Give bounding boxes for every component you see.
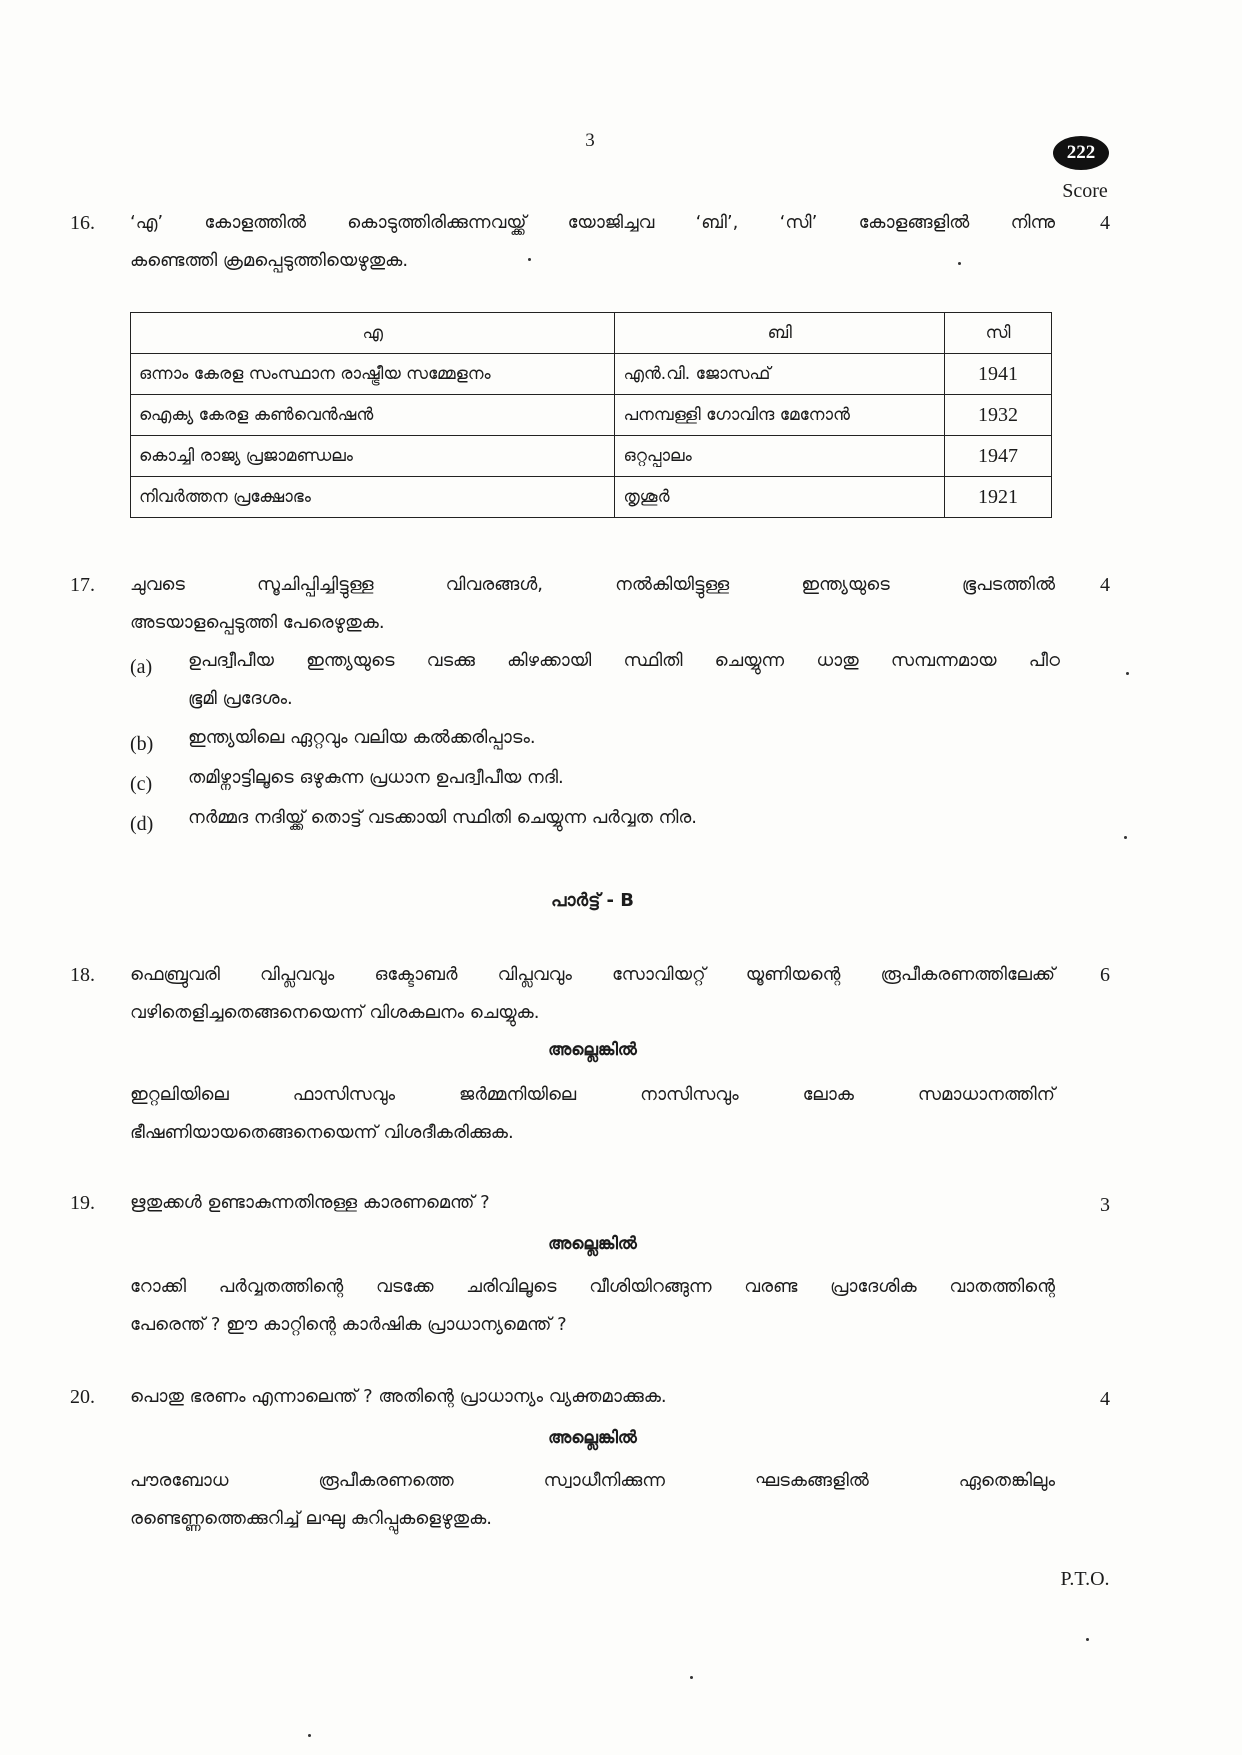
column-header-a: എ	[131, 313, 615, 354]
table-cell: 1947	[945, 436, 1052, 477]
scan-speck	[528, 258, 531, 261]
table-row	[131, 477, 1052, 518]
table-cell: ഐക്യ കേരള കൺവെൻഷൻ	[131, 395, 615, 436]
table-row	[131, 354, 1052, 395]
scan-speck	[308, 1734, 311, 1737]
table-cell: കൊച്ചി രാജ്യ പ്രജാമണ്ഡലം	[131, 436, 615, 477]
alternative-question-text	[130, 1268, 1055, 1344]
alternative-question-text	[130, 1462, 1055, 1538]
scan-speck	[1126, 672, 1129, 675]
sub-text	[188, 759, 1060, 797]
scan-speck	[1124, 836, 1127, 839]
question-line: ഇറ്റലിയിലെ ഫാസിസവും ജർമ്മനിയിലെ നാസിസവും ലോക സമാധാനത്തിന്	[130, 1084, 1055, 1105]
alternative-question-text	[130, 1076, 1055, 1152]
question-text	[130, 1378, 1055, 1416]
sub-line: ഉപദ്വീപീയ ഇന്ത്യയുടെ വടക്കു കിഴക്കായി സ്ഥിതി ചെയ്യുന്ന ധാതു സമ്പന്നമായ പീഠ	[188, 650, 1060, 671]
or-label: അല്ലെങ്കിൽ	[548, 1234, 637, 1254]
sub-text	[188, 642, 1060, 718]
question-line: പൗരബോധ രൂപീകരണത്തെ സ്വാധീനിക്കുന്ന ഘടകങ്ങളിൽ ഏതെങ്കിലും	[130, 1470, 1055, 1491]
table-cell: 1921	[945, 477, 1052, 518]
sub-label: (a)	[130, 656, 153, 678]
sub-text	[188, 799, 1060, 837]
page-turn-over-note: P.T.O.	[1060, 1568, 1110, 1590]
question-line: പേരെന്ത് ? ഈ കാറ്റിന്റെ കാർഷിക പ്രാധാന്യമെന്ത് ?	[130, 1314, 567, 1335]
question-text	[130, 1184, 1055, 1222]
table-cell: പനമ്പള്ളി ഗോവിന്ദ മേനോൻ	[615, 395, 945, 436]
question-line: റോക്കി പർവ്വതത്തിന്റെ വടക്കേ ചരിവിലൂടെ വീശിയിറങ്ങുന്ന വരണ്ട പ്രാദേശിക വാതത്തിന്റെ	[130, 1276, 1055, 1297]
scan-speck	[690, 1676, 693, 1679]
question-number: 20.	[70, 1386, 95, 1408]
section-heading: പാർട്ട് - B	[551, 890, 634, 911]
table-cell: തൃശൂർ	[615, 477, 945, 518]
question-text	[130, 566, 1055, 642]
question-line: കണ്ടെത്തി ക്രമപ്പെടുത്തിയെഴുതുക.	[130, 250, 409, 271]
page-number: 3	[585, 130, 595, 151]
sub-text	[188, 719, 1060, 757]
question-line: അടയാളപ്പെടുത്തി പേരെഴുതുക.	[130, 612, 385, 633]
or-label: അല്ലെങ്കിൽ	[548, 1428, 637, 1448]
score-column-heading: Score	[1062, 180, 1108, 202]
or-label: അല്ലെങ്കിൽ	[548, 1040, 637, 1060]
question-number: 16.	[70, 212, 95, 234]
column-header-c: സി	[945, 313, 1052, 354]
table-cell: 1941	[945, 354, 1052, 395]
table-row	[131, 436, 1052, 477]
question-text	[130, 956, 1055, 1032]
question-score: 3	[1100, 1194, 1110, 1216]
table-cell: ഒന്നാം കേരള സംസ്ഥാന രാഷ്ട്രീയ സമ്മേളനം	[131, 354, 615, 395]
question-text	[130, 204, 1055, 280]
sub-label: (b)	[130, 733, 154, 755]
question-number: 17.	[70, 574, 95, 596]
sub-label: (c)	[130, 773, 153, 795]
table-cell: 1932	[945, 395, 1052, 436]
table-row	[131, 395, 1052, 436]
column-header-b: ബി	[615, 313, 945, 354]
question-score: 6	[1100, 964, 1110, 986]
question-score: 4	[1100, 574, 1110, 596]
sub-label: (d)	[130, 813, 154, 835]
table-cell: എൻ.വി. ജോസഫ്	[615, 354, 945, 395]
question-score: 4	[1100, 1388, 1110, 1410]
sub-line: നർമ്മദ നദിയ്ക്ക് തൊട്ട് വടക്കായി സ്ഥിതി ചെയ്യുന്ന പർവ്വത നിര.	[188, 807, 697, 828]
question-line: ഭീഷണിയായതെങ്ങനെയെന്ന് വിശദീകരിക്കുക.	[130, 1122, 514, 1143]
paper-code-badge: 222	[1053, 136, 1109, 170]
sub-line: ഭൂമി പ്രദേശം.	[188, 688, 293, 709]
question-line: വഴിതെളിച്ചതെങ്ങനെയെന്ന് വിശകലനം ചെയ്യുക.	[130, 1002, 540, 1023]
question-number: 18.	[70, 964, 95, 986]
sub-line: തമിഴ്നാട്ടിലൂടെ ഒഴുകുന്ന പ്രധാന ഉപദ്വീപീയ നദി.	[188, 767, 564, 788]
question-score: 4	[1100, 212, 1110, 234]
scan-speck	[958, 262, 961, 265]
table-cell: ഒറ്റപ്പാലം	[615, 436, 945, 477]
question-number: 19.	[70, 1192, 95, 1214]
table-header-row	[131, 313, 1052, 354]
question-line: ചുവടെ സൂചിപ്പിച്ചിട്ടുള്ള വിവരങ്ങൾ, നൽകിയിട്ടുള്ള ഇന്ത്യയുടെ ഭൂപടത്തിൽ	[130, 574, 1055, 595]
question-line: രണ്ടെണ്ണത്തെക്കുറിച്ച് ലഘു കുറിപ്പുകളെഴുതുക.	[130, 1508, 493, 1529]
match-table	[130, 312, 1052, 518]
scan-speck	[1086, 1638, 1089, 1641]
question-line: ഋതുക്കൾ ഉണ്ടാകുന്നതിനുള്ള കാരണമെന്ത് ?	[130, 1192, 490, 1213]
question-line: ‘എ’ കോളത്തിൽ കൊടുത്തിരിക്കുന്നവയ്ക്ക് യോജിച്ചവ ‘ബി’, ‘സി’ കോളങ്ങളിൽ നിന്നു	[130, 212, 1055, 233]
question-line: പൊതു ഭരണം എന്നാലെന്ത് ? അതിന്റെ പ്രാധാന്യം വ്യക്തമാക്കുക.	[130, 1386, 667, 1407]
question-line: ഫെബ്രുവരി വിപ്ലവവും ഒക്ടോബർ വിപ്ലവവും സോവിയറ്റ് യൂണിയന്റെ രൂപീകരണത്തിലേക്ക്	[130, 964, 1055, 985]
table-cell: നിവർത്തന പ്രക്ഷോഭം	[131, 477, 615, 518]
sub-line: ഇന്ത്യയിലെ ഏറ്റവും വലിയ കൽക്കരിപ്പാടം.	[188, 727, 536, 748]
